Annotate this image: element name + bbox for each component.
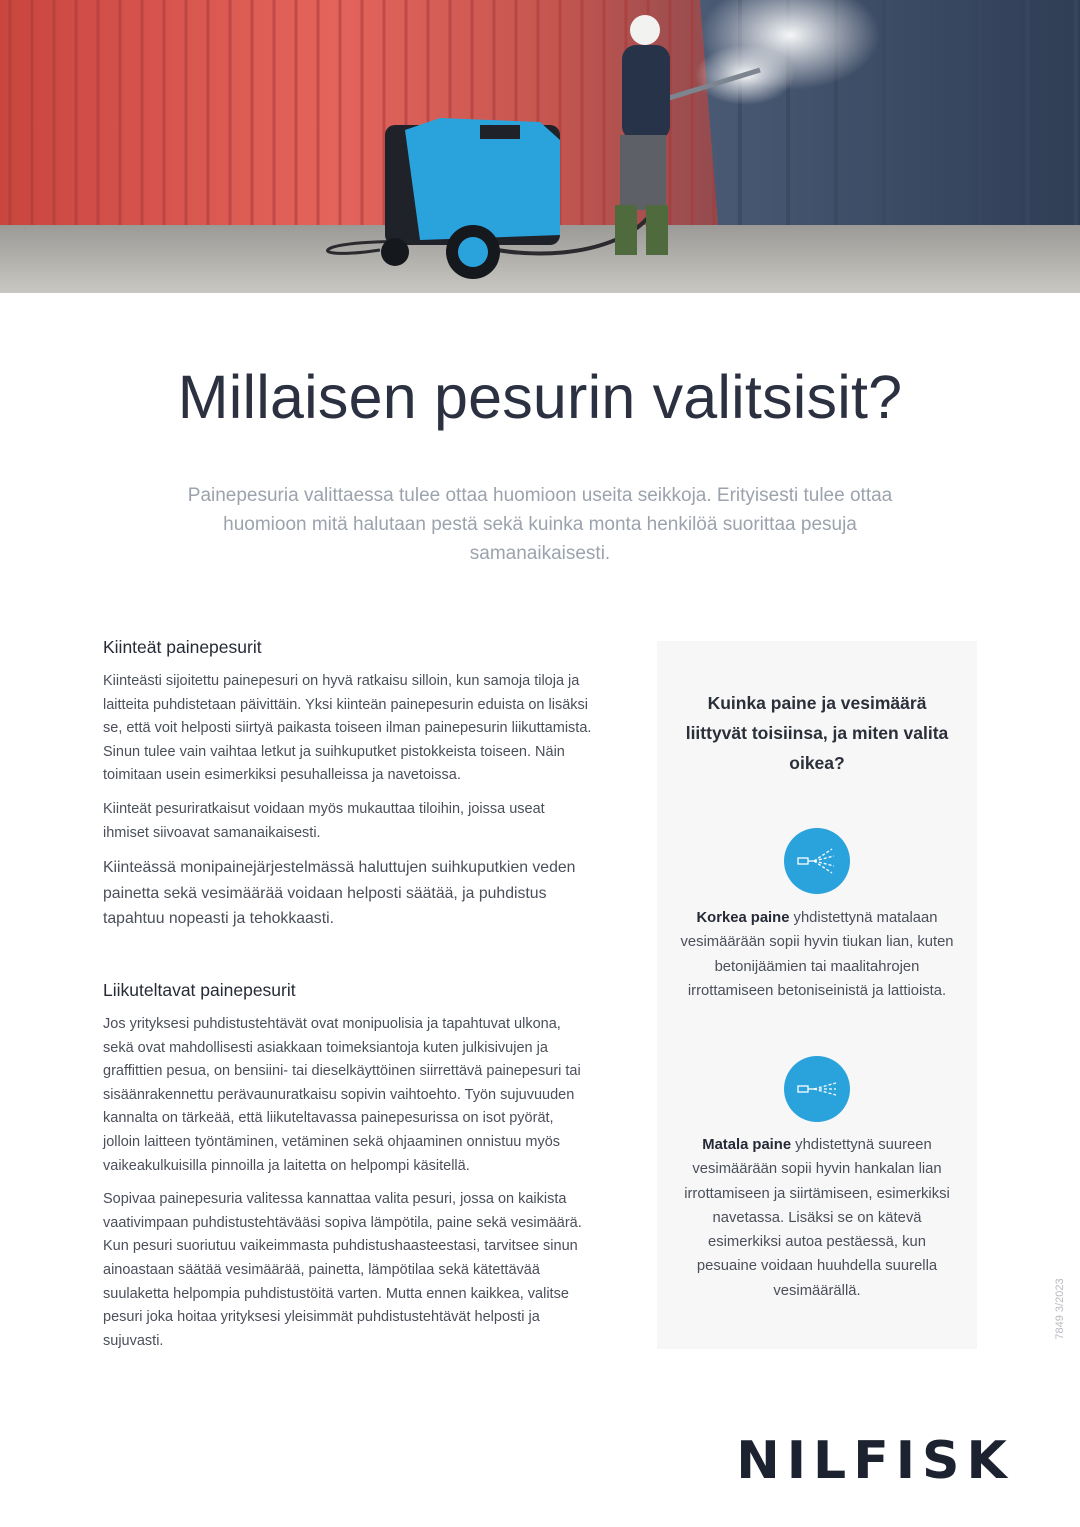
brand-wordmark: NILFISK [736, 1431, 1014, 1488]
section-paragraph: Jos yrityksesi puhdistustehtävät ovat monipuolisia ja tapahtuvat ulkona, sekä ovat mahdollisesti asiakkaan toimeksiantoja kuten julkisivujen ja graffittien pesua, on bensiini- tai dieselkäyttöinen siirrettävä painepesuri tai sisäänrakennettu perävaunuratkaisu sopivin vaihtoehto. Työn sujuvuuden kannalta on tärkeää, että liikuteltavassa painepesurissa on isot pyörät, jolloin laitteen työntäminen, vetäminen sekä ohjaaminen onnistuu myös vaikeakulkuisilla pinnoilla ja laitetta on helpompi käsitellä. [103, 1016, 581, 1174]
section-fixed-washers [103, 637, 593, 942]
section-paragraph: Kiinteästi sijoitettu painepesuri on hyvä ratkaisu silloin, kun samoja tiloja ja laitteita puhdistetaan päivittäin. Yksi kiinteän painepesurin eduista on lisäksi se, että voit helposti siirtyä paikasta toiseen ilman painepesurin liikuttamista. Sinun tulee vain vaihtaa letkut ja suihkuputket pistokkeista toiseen. Näin toimitaan usein esimerkiksi pesuhalleissa ja navetoissa. [103, 673, 592, 784]
nilfisk-logo [717, 1428, 1033, 1488]
narrow-spray-nozzle-icon [784, 1056, 850, 1122]
page-title: Millaisen pesurin valitsisit? [177, 363, 903, 431]
section-heading: Liikuteltavat painepesurit [103, 980, 296, 1000]
document-id [1053, 1270, 1067, 1350]
sidebar-heading: Kuinka paine ja vesimäärä liittyvät toisiinsa, ja miten valita oikea? [685, 693, 949, 773]
info-sidebar [657, 641, 977, 1349]
low-pressure-label: Matala paine [702, 1137, 792, 1153]
section-paragraph: Kiinteät pesuriratkaisut voidaan myös mukauttaa tiloihin, joissa useat ihmiset siivoavat samanaikaisesti. [103, 800, 545, 841]
high-pressure-text: yhdistettynä matalaan vesimäärään sopii hyvin tiukan lian, kuten betonijäämien tai maalitahrojen irrottamiseen betoniseinistä ja lattioista. [680, 910, 954, 999]
section-paragraph: Sopivaa painepesuria valitessa kannattaa valita pesuri, jossa on kaikista vaativimpaan puhdistustehtävääsi sopiva lämpötila, paine sekä vesimäärä. Kun pesuri suoriutuu vaikeimmasta puhdistushaasteestasi, tarvitsee sinun ainoastaan säätää vesimäärää, painetta, lämpötilaa sekä kätettävää suulaketta helpompia puhdistustöitä varten. Mutta ennen kaikkea, valitse pesuri joka hoitaa yrityksesi yleisimmät puhdistustehtävät helposti ja sujuvasti. [103, 1191, 582, 1349]
high-pressure-description [677, 906, 957, 1003]
lead-paragraph: Painepesuria valittaessa tulee ottaa huomioon useita seikkoja. Erityisesti tulee ottaa huomioon mitä halutaan pestä sekä kuinka monta henkilöä suorittaa pesuja samanaikaisesti. [187, 485, 893, 564]
high-pressure-label: Korkea paine [696, 910, 790, 926]
hero-image [0, 0, 1080, 293]
wide-spray-nozzle-icon [784, 828, 850, 894]
low-pressure-description [677, 1133, 957, 1303]
document-id-text: 7849 3/2023 [1054, 1278, 1066, 1340]
section-mobile-washers [103, 980, 593, 1363]
section-paragraph: Kiinteässä monipainejärjestelmässä haluttujen suihkuputkien veden painetta sekä vesimäärää voidaan helposti säätää, ja puhdistus tapahtuu nopeasti ja tehokkaasti. [103, 859, 576, 928]
low-pressure-text: yhdistettynä suureen vesimäärään sopii hyvin hankalan lian irrottamiseen ja siirtämiseen, esimerkiksi navetassa. Lisäksi se on kätevä esimerkiksi autoa pestäessä, kun pesuaine voidaan huuhdella suurella vesimäärällä. [684, 1137, 950, 1299]
section-heading: Kiinteät painepesurit [103, 637, 262, 657]
